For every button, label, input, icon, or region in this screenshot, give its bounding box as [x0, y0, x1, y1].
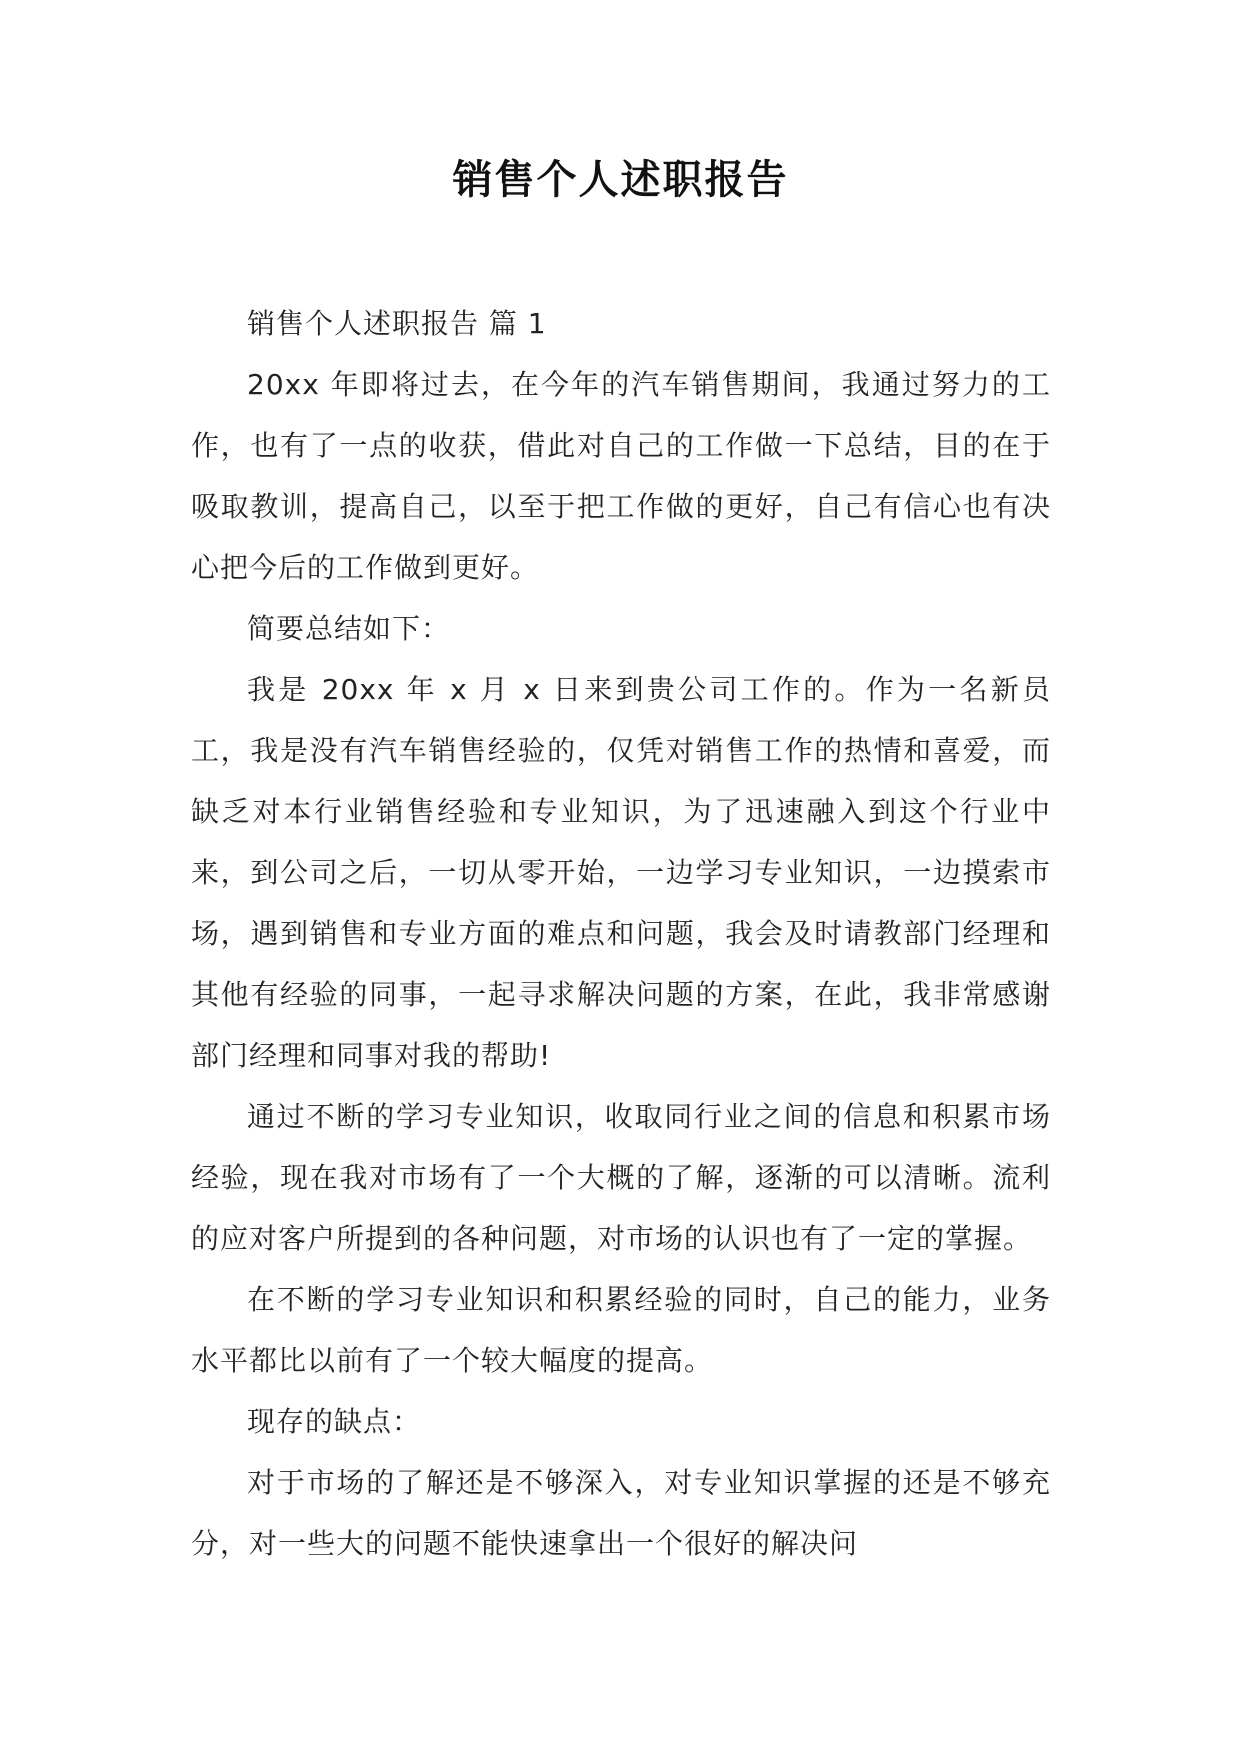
paragraph-experience: 我是 20xx 年 x 月 x 日来到贵公司工作的。作为一名新员工，我是没有汽车销售经验的，仅凭对销售工作的热情和喜爱，而缺乏对本行业销售经验和专业知识，为了迅速融入到这个行业中来，到公司之后，一切从零开始，一边学习专业知识，一边摸索市场，遇到销售和专业方面的难点和问题，我会及时请教部门经理和其他有经验的同事，一起寻求解决问题的方案，在此，我非常感谢部门经理和同事对我的帮助! — [191, 673, 1051, 1072]
document-body — [191, 293, 1051, 1574]
paragraph-shortcomings: 对于市场的了解还是不够深入，对专业知识掌握的还是不够充分，对一些大的问题不能快速拿出一个很好的解决问 — [191, 1466, 1051, 1560]
paragraph-summary-heading: 简要总结如下： — [247, 612, 451, 645]
paragraph-shortcomings-heading: 现存的缺点： — [247, 1405, 422, 1438]
section-heading: 销售个人述职报告 篇 1 — [247, 307, 547, 340]
paragraph-learning: 通过不断的学习专业知识，收取同行业之间的信息和积累市场经验，现在我对市场有了一个大概的了解，逐渐的可以清晰。流利的应对客户所提到的各种问题，对市场的认识也有了一定的掌握。 — [191, 1100, 1051, 1255]
paragraph-improvement: 在不断的学习专业知识和积累经验的同时，自己的能力，业务水平都比以前有了一个较大幅度的提高。 — [191, 1283, 1051, 1377]
document-title: 销售个人述职报告 — [452, 156, 789, 203]
paragraph-intro: 20xx 年即将过去，在今年的汽车销售期间，我通过努力的工作，也有了一点的收获，借此对自己的工作做一下总结，目的在于吸取教训，提高自己，以至于把工作做的更好，自己有信心也有决心把今后的工作做到更好。 — [191, 368, 1051, 584]
